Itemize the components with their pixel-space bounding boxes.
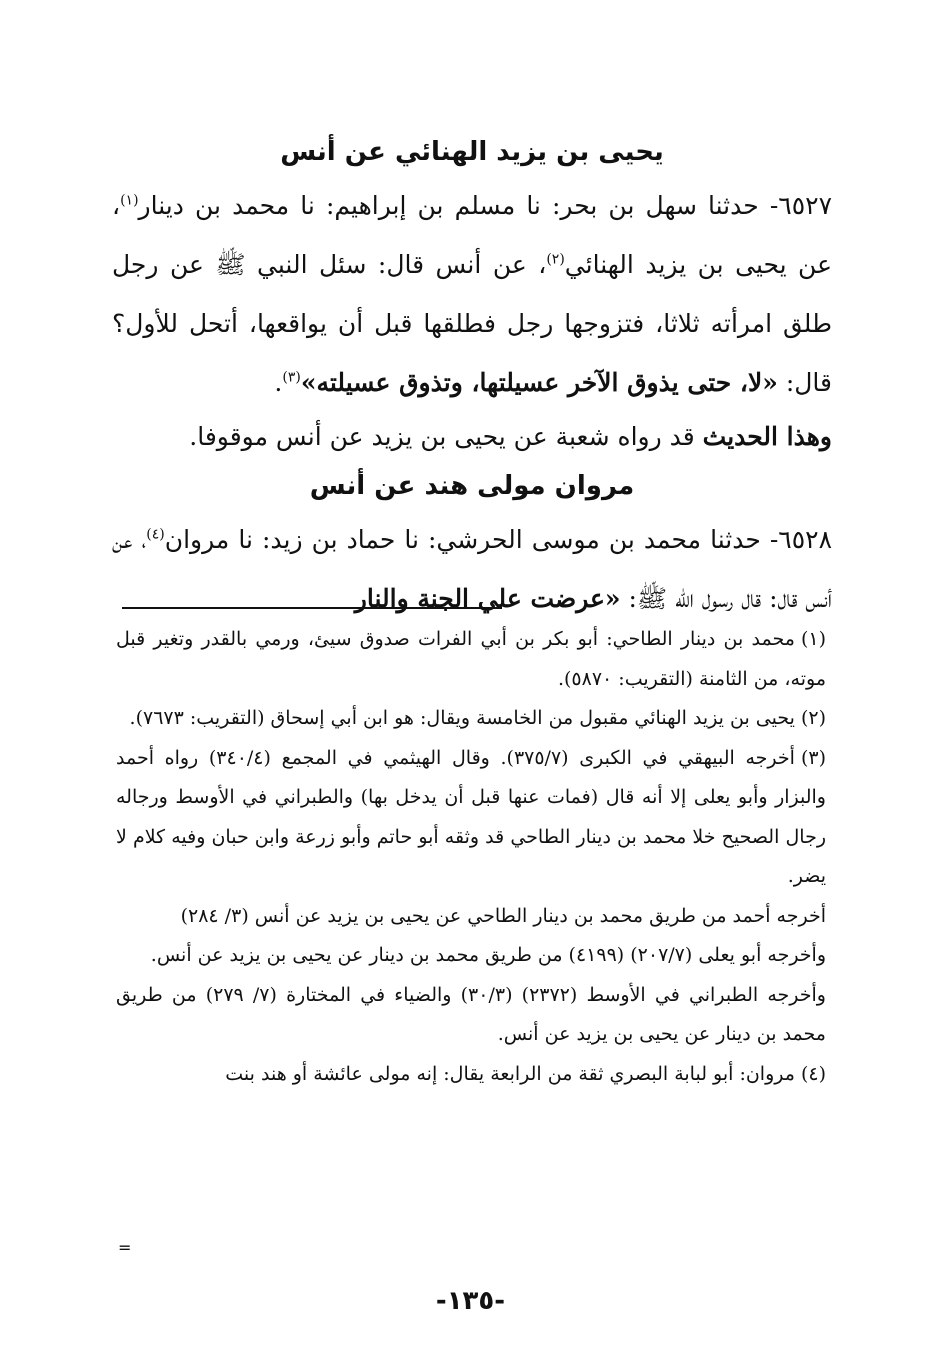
- footnote-number: (٣): [800, 746, 826, 769]
- footnote-3: [116, 739, 826, 897]
- footnote-text: أخرجه البيهقي في الكبرى (٣٧٥/٧). وقال الهيثمي في المجمع (٣٤٠/٤) رواه أحمد والبزار وأبو يعلى إلا أنه قال (فمات عنها قبل أن يدخل بها) والطبراني في الأوسط ورجاله رجال الصحيح خلا محمد بن دينار الطاحي قد وثقه أبو حاتم وأبو زرعة وابن حبان وفيه كلام لا يضر.: [116, 746, 826, 887]
- page-number: -١٣٥-: [435, 1286, 506, 1316]
- footnote-3-tabarani: [116, 976, 826, 1055]
- footnote-text: يحيى بن يزيد الهنائي مقبول من الخامسة ويقال: هو ابن أبي إسحاق (التقريب: ٧٦٧٣).: [129, 707, 795, 729]
- footnote-text: مروان: أبو لبابة البصري ثقة من الرابعة يقال: إنه مولى عائشة أو هند بنت: [225, 1062, 795, 1085]
- footnote-ref[interactable]: (١): [120, 192, 139, 209]
- footnotes: [116, 620, 826, 1094]
- hadith-text: ، عن أنس قال: قال رسول الله ﷺ:: [112, 525, 832, 613]
- section-heading-yahya: يحيى بن يزيد الهنائي عن أنس: [280, 137, 664, 167]
- footnote-3-abu-yala: [116, 936, 826, 976]
- continuation-mark: =: [118, 1238, 132, 1257]
- footnote-1: [116, 620, 826, 699]
- footnote-text: وأخرجه أبو يعلى (٢٠٧/٧) (٤١٩٩) من طريق محمد بن دينار عن يحيى بن يزيد عن أنس.: [150, 944, 826, 966]
- footnote-text: أخرجه أحمد من طريق محمد بن دينار الطاحي عن يحيى بن يزيد عن أنس (٣/ ٢٨٤): [180, 904, 826, 927]
- footnote-ref[interactable]: (٢): [546, 251, 565, 268]
- hadith-quote: «لا، حتى يذوق الآخر عسيلتها، وتذوق عسيلته»: [300, 368, 778, 397]
- footnote-text: وأخرجه الطبراني في الأوسط (٢٣٧٢) (٣٠/٣) والضياء في المختارة (٧/ ٢٧٩) من طريق محمد بن دينار عن يحيى بن يزيد عن أنس.: [116, 983, 826, 1045]
- hadith-quote: «عرضت علي الجنة والنار: [354, 584, 621, 613]
- hadith-6528: [112, 510, 832, 628]
- section-heading-marwan: مروان مولى هند عن أنس: [309, 471, 635, 501]
- hadith-text: ٦٥٢٧- حدثنا سهل بن بحر: نا مسلم بن إبراهيم: نا محمد بن دينار: [138, 191, 832, 220]
- hadith-6527: [112, 176, 832, 412]
- footnote-3-ahmad: [116, 897, 826, 937]
- footnote-ref[interactable]: (٣): [282, 369, 301, 386]
- hadith-text: ، عن يحيى بن يزيد الهنائي: [112, 191, 833, 279]
- footnote-2: [116, 699, 826, 739]
- note-text: قد رواه شعبة عن يحيى بن يزيد عن أنس موقوفا.: [189, 422, 703, 451]
- footnote-ref[interactable]: (٤): [146, 526, 165, 543]
- footnote-number: (٢): [800, 707, 826, 729]
- hadith-text: ، عن أنس قال: سئل النبي ﷺ عن رجل طلق امرأته ثلاثا، فتزوجها رجل فطلقها قبل أن يواقعها، أتحل للأول؟ قال:: [112, 250, 832, 397]
- hadith-text: .: [274, 368, 283, 397]
- hadith-text: ٦٥٢٨- حدثنا محمد بن موسى الحرشي: نا حماد بن زيد: نا مروان: [164, 525, 832, 554]
- page-body: [112, 128, 832, 628]
- footnote-number: (١): [800, 628, 826, 650]
- footnote-text: محمد بن دينار الطاحي: أبو بكر بن أبي الفرات صدوق سيئ، ورمي بالقدر وتغير قبل موته، من الثامنة (التقريب: ٥٨٧٠).: [116, 628, 826, 690]
- footnote-4: [116, 1055, 826, 1095]
- note-lead: وهذا الحديث: [702, 422, 832, 451]
- hadith-note: [112, 412, 832, 462]
- footnote-number: (٤): [800, 1062, 826, 1085]
- footnote-divider: [122, 607, 502, 609]
